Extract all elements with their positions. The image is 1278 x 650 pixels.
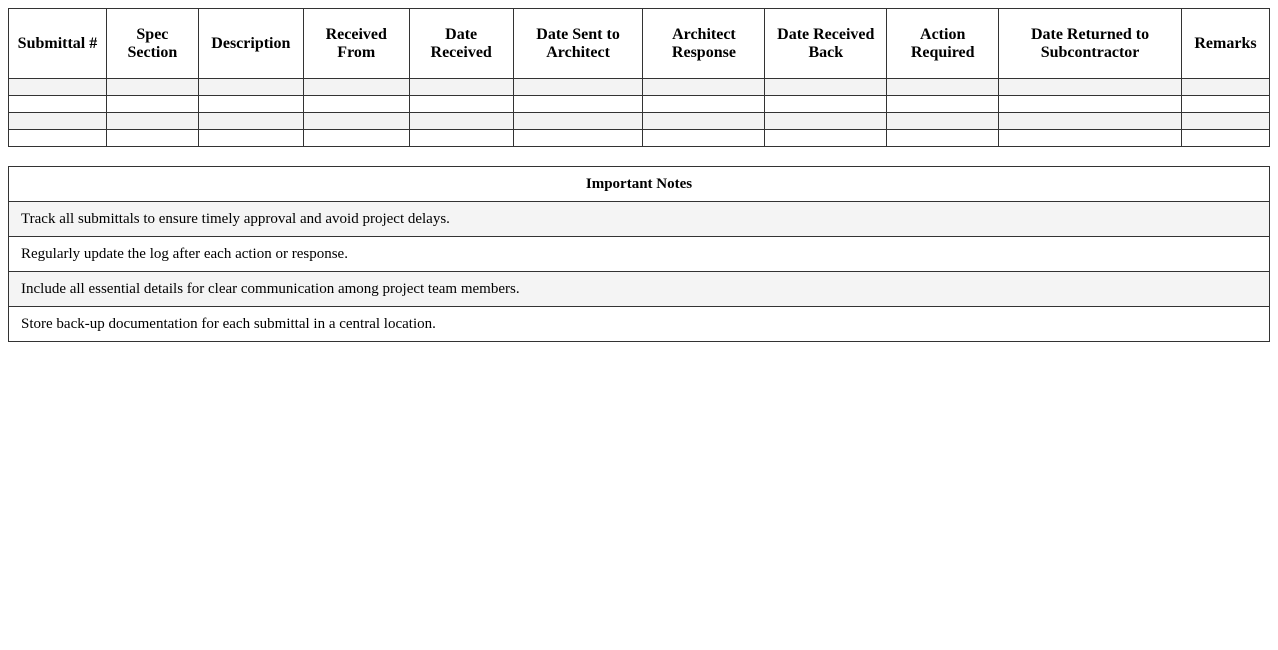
table-cell[interactable] <box>106 113 198 130</box>
table-cell[interactable] <box>887 96 999 113</box>
table-row <box>9 130 1270 147</box>
column-header-description: Description <box>198 9 303 79</box>
table-cell[interactable] <box>198 113 303 130</box>
note-row <box>9 202 1270 237</box>
table-cell[interactable] <box>9 130 107 147</box>
table-cell[interactable] <box>303 130 409 147</box>
table-cell[interactable] <box>999 130 1182 147</box>
table-cell[interactable] <box>409 113 513 130</box>
column-header-date-received-back: Date Received Back <box>765 9 887 79</box>
table-cell[interactable] <box>1181 113 1269 130</box>
table-cell[interactable] <box>1181 79 1269 96</box>
column-header-spec-section: Spec Section <box>106 9 198 79</box>
table-cell[interactable] <box>513 130 643 147</box>
table-cell[interactable] <box>999 113 1182 130</box>
important-notes-table <box>8 166 1270 342</box>
submittal-log-table <box>8 8 1270 147</box>
table-cell[interactable] <box>1181 130 1269 147</box>
table-cell[interactable] <box>513 79 643 96</box>
notes-title: Important Notes <box>9 167 1270 202</box>
column-header-submittal-number: Submittal # <box>9 9 107 79</box>
table-cell[interactable] <box>999 96 1182 113</box>
table-cell[interactable] <box>198 79 303 96</box>
table-cell[interactable] <box>765 79 887 96</box>
note-item: Store back-up documentation for each submittal in a central location. <box>9 307 1270 342</box>
table-cell[interactable] <box>409 79 513 96</box>
notes-header-row <box>9 167 1270 202</box>
table-cell[interactable] <box>409 130 513 147</box>
note-row <box>9 307 1270 342</box>
table-cell[interactable] <box>765 113 887 130</box>
table-cell[interactable] <box>999 79 1182 96</box>
table-cell[interactable] <box>643 130 765 147</box>
table-cell[interactable] <box>106 79 198 96</box>
table-cell[interactable] <box>303 113 409 130</box>
column-header-architect-response: Architect Response <box>643 9 765 79</box>
table-cell[interactable] <box>198 130 303 147</box>
table-cell[interactable] <box>643 113 765 130</box>
column-header-date-returned-to-subcontractor: Date Returned to Subcontractor <box>999 9 1182 79</box>
table-cell[interactable] <box>198 96 303 113</box>
table-row <box>9 113 1270 130</box>
table-cell[interactable] <box>9 113 107 130</box>
table-cell[interactable] <box>513 96 643 113</box>
table-cell[interactable] <box>887 79 999 96</box>
table-cell[interactable] <box>106 96 198 113</box>
column-header-remarks: Remarks <box>1181 9 1269 79</box>
table-cell[interactable] <box>9 96 107 113</box>
table-cell[interactable] <box>106 130 198 147</box>
column-header-received-from: Received From <box>303 9 409 79</box>
table-row <box>9 96 1270 113</box>
note-item: Regularly update the log after each action or response. <box>9 237 1270 272</box>
table-cell[interactable] <box>643 96 765 113</box>
note-item: Track all submittals to ensure timely approval and avoid project delays. <box>9 202 1270 237</box>
header-row <box>9 9 1270 79</box>
table-cell[interactable] <box>303 79 409 96</box>
column-header-action-required: Action Required <box>887 9 999 79</box>
note-row <box>9 237 1270 272</box>
table-cell[interactable] <box>887 130 999 147</box>
column-header-date-sent-to-architect: Date Sent to Architect <box>513 9 643 79</box>
note-row <box>9 272 1270 307</box>
table-cell[interactable] <box>1181 96 1269 113</box>
note-item: Include all essential details for clear communication among project team members. <box>9 272 1270 307</box>
table-cell[interactable] <box>765 96 887 113</box>
table-cell[interactable] <box>409 96 513 113</box>
table-cell[interactable] <box>9 79 107 96</box>
table-row <box>9 79 1270 96</box>
table-cell[interactable] <box>887 113 999 130</box>
column-header-date-received: Date Received <box>409 9 513 79</box>
table-cell[interactable] <box>513 113 643 130</box>
table-cell[interactable] <box>303 96 409 113</box>
table-cell[interactable] <box>765 130 887 147</box>
table-cell[interactable] <box>643 79 765 96</box>
